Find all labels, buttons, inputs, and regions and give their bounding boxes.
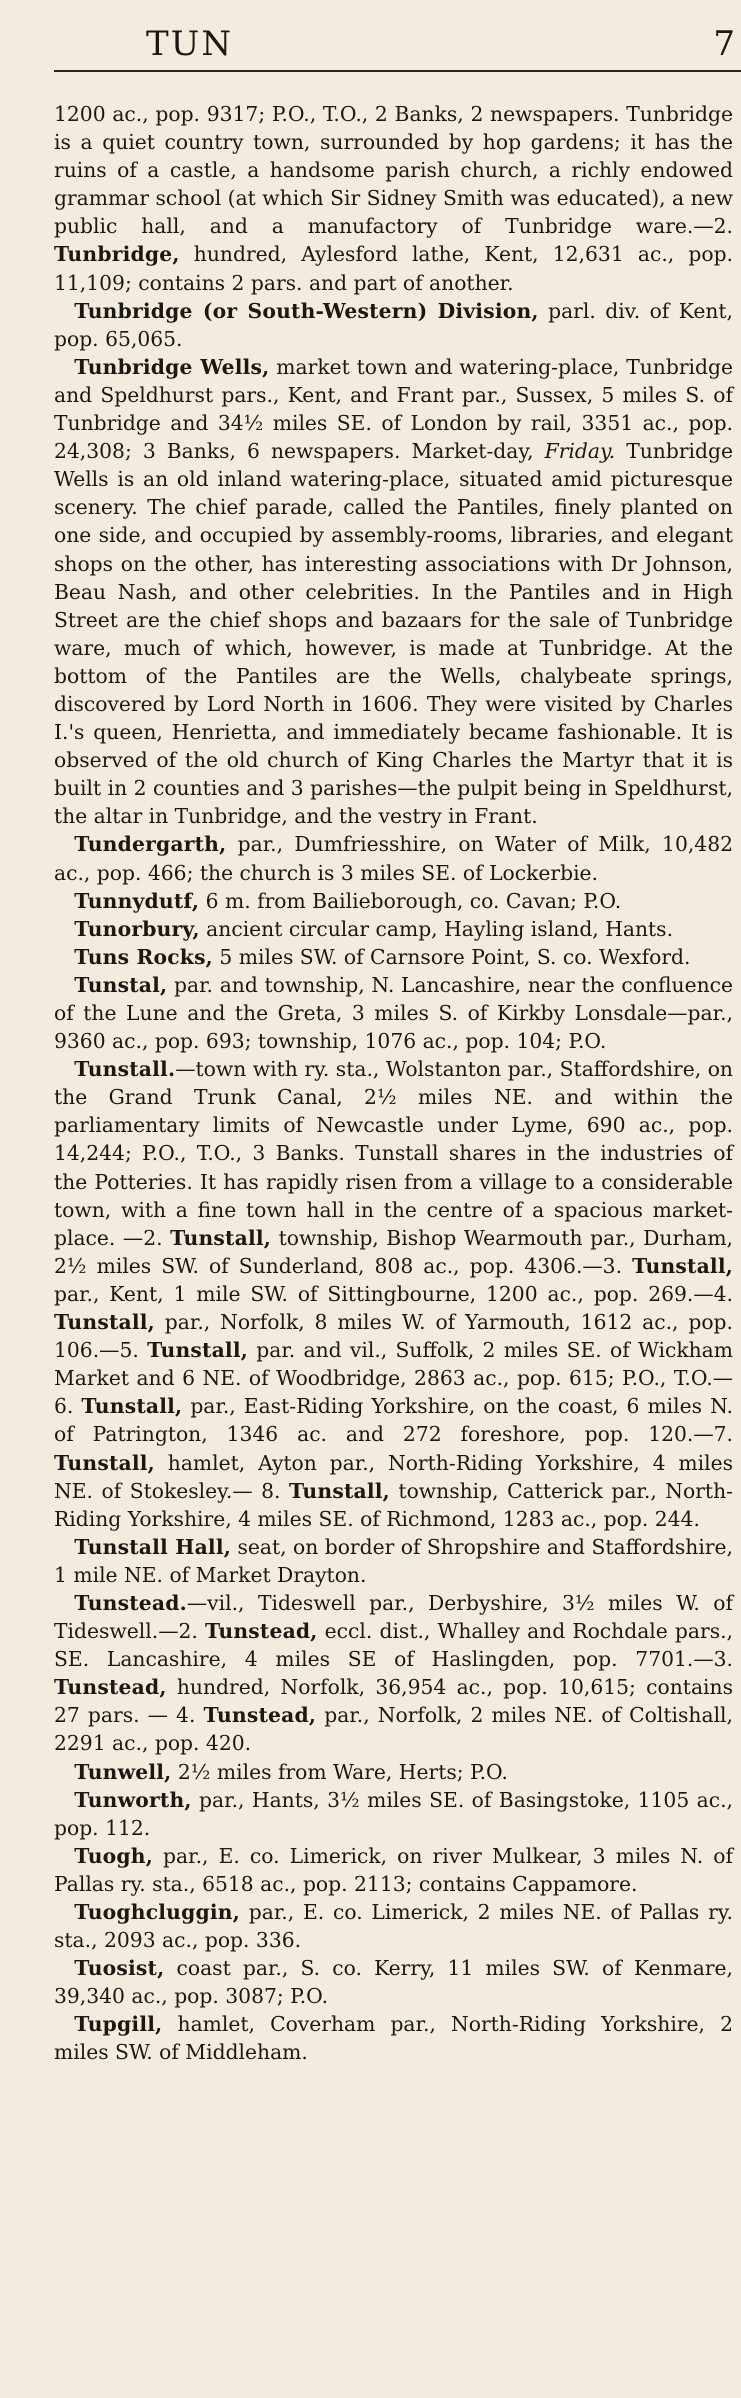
- page-header: [54, 0, 733, 72]
- entry-tundergarth: Tundergarth, par., Dumfriesshire, on Water of Milk, 10,482 ac., pop. 466; the church is 3 miles SE. of Lockerbie.: [54, 832, 733, 885]
- headword: Tunbridge,: [54, 242, 180, 267]
- entry-tunstall-hall: Tunstall Hall, seat, on border of Shropshire and Staffordshire, 1 mile NE. of Market Drayton.: [54, 1534, 733, 1587]
- headword: Tuoghcluggin,: [74, 1900, 240, 1924]
- page-number: 7: [713, 24, 735, 64]
- headword: Tuns Rocks,: [74, 944, 213, 969]
- headword: Tunbridge (or South-Western) Division,: [74, 298, 539, 323]
- running-head: TUN: [146, 24, 234, 64]
- entry-tuns-rocks: Tuns Rocks, 5 miles SW. of Carnsore Point, S. co. Wexford.: [74, 944, 691, 969]
- entry-tupgill: Tupgill, hamlet, Coverham par., North-Riding Yorkshire, 2 miles SW. of Middleham.: [54, 2012, 733, 2065]
- entry-tunbridge-division: Tunbridge (or South-Western) Division, parl. div. of Kent, pop. 65,065.: [54, 298, 733, 351]
- headword: Tunstal,: [74, 972, 168, 997]
- entry-tunbridge-continued: 1200 ac., pop. 9317; P.O., T.O., 2 Banks, 2 newspapers. Tunbridge is a quiet country town, surrounded by hop gardens; it has the ruins of a castle, a handsome parish church, a richly endowed grammar school (at which Sir Sidney Smith was educated), a new public hall, and a manufactory of Tunbridge ware.—2. Tunbridge, hundred, Aylesford lathe, Kent, 12,631 ac., pop. 11,109; contains 2 pars. and part of another.: [54, 102, 733, 295]
- headword: Tunstall,: [54, 1310, 155, 1335]
- entry-tunnydutf: Tunnydutf, 6 m. from Bailieborough, co. Cavan; P.O.: [74, 888, 622, 913]
- headword: Tunstead.: [74, 1590, 187, 1615]
- headword: Tunstall,: [170, 1225, 272, 1250]
- headword: Tundergarth,: [74, 832, 227, 857]
- headword: Tuosist,: [74, 1956, 165, 1981]
- entry-tunorbury: Tunorbury, ancient circular camp, Hayling island, Hants.: [74, 916, 674, 941]
- entry-tunstall: Tunstall.—town with ry. sta., Wolstanton par., Staffordshire, on the Grand Trunk Canal, 2½ miles NE. and within the parliamentary limits of Newcastle under Lyme, 690 ac., pop. 14,244; P.O., T.O., 3 Banks. Tunstall shares in the industries of the Potteries. It has rapidly risen from a village to a considerable town, with a fine town hall in the centre of a spacious market-place. —2. Tunstall, township, Bishop Wearmouth par., Durham, 2½ miles SW. of Sunderland, 808 ac., pop. 4306.—3. Tunstall, par., Kent, 1 mile SW. of Sittingbourne, 1200 ac., pop. 269.—4. Tunstall, par., Norfolk, 8 miles W. of Yarmouth, 1612 ac., pop. 106.—5. Tunstall, par. and vil., Suffolk, 2 miles SE. of Wickham Market and 6 NE. of Woodbridge, 2863 ac., pop. 615; P.O., T.O.—6. Tunstall, par., East-Riding Yorkshire, on the coast, 6 miles N. of Patrington, 1346 ac. and 272 foreshore, pop. 120.—7. Tunstall, hamlet, Ayton par., North-Riding Yorkshire, 4 miles NE. of Stokesley.— 8. Tunstall, township, Catterick par., North-Riding Yorkshire, 4 miles SE. of Richmond, 1283 ac., pop. 244.: [54, 1057, 733, 1531]
- headword: Tunwell,: [74, 1759, 172, 1784]
- headword: Tunbridge Wells,: [74, 354, 270, 379]
- headword: Tuogh,: [74, 1843, 153, 1868]
- entry-tuogh: Tuogh, par., E. co. Limerick, on river Mulkear, 3 miles N. of Pallas ry. sta., 6518 ac., pop. 2113; contains Cappamore.: [54, 1843, 733, 1896]
- market-day: Friday.: [544, 439, 616, 464]
- entry-tunstead: Tunstead.—vil., Tideswell par., Derbyshire, 3½ miles W. of Tideswell.—2. Tunstead, eccl. dist., Whalley and Rochdale pars., SE. Lancashire, 4 miles SE of Haslingden, pop. 7701.—3. Tunstead, hundred, Norfolk, 36,954 ac., pop. 10,615; contains 27 pars. — 4. Tunstead, par., Norfolk, 2 miles NE. of Coltishall, 2291 ac., pop. 420.: [54, 1590, 733, 1756]
- headword: Tunstall,: [147, 1338, 248, 1363]
- entry-tuoghcluggin: Tuoghcluggin, par., E. co. Limerick, 2 miles NE. of Pallas ry. sta., 2093 ac., pop. 336.: [54, 1900, 733, 1953]
- headword: Tupgill,: [74, 2012, 163, 2037]
- headword: Tunstead,: [54, 1675, 167, 1700]
- headword: Tunstall,: [81, 1394, 183, 1419]
- entry-tuosist: Tuosist, coast par., S. co. Kerry, 11 miles SW. of Kenmare, 39,340 ac., pop. 3087; P.O.: [54, 1956, 733, 2009]
- entries-column: [54, 100, 733, 2067]
- header-rule: [54, 70, 741, 72]
- headword: Tunnydutf,: [74, 888, 200, 913]
- headword: Tunstall.: [74, 1057, 176, 1082]
- headword: Tunstall,: [289, 1478, 390, 1503]
- headword: Tunstead,: [203, 1703, 317, 1728]
- entry-tunworth: Tunworth, par., Hants, 3½ miles SE. of Basingstoke, 1105 ac., pop. 112.: [54, 1787, 733, 1840]
- headword: Tunorbury,: [74, 916, 200, 941]
- headword: Tunstall,: [632, 1253, 733, 1278]
- entry-tunstal: Tunstal, par. and township, N. Lancashire, near the confluence of the Lune and the Greta, 3 miles S. of Kirkby Lonsdale—par., 9360 ac., pop. 693; township, 1076 ac., pop. 104; P.O.: [54, 972, 733, 1054]
- headword: Tunstall,: [54, 1450, 155, 1475]
- entry-tunbridge-wells: Tunbridge Wells, market town and watering-place, Tunbridge and Speldhurst pars., Kent, and Frant par., Sussex, 5 miles S. of Tunbridge and 34½ miles SE. of London by rail, 3351 ac., pop. 24,308; 3 Banks, 6 newspapers. Market-day, Friday. Tunbridge Wells is an old inland watering-place, situated amid picturesque scenery. The chief parade, called the Pantiles, finely planted on one side, and occupied by assembly-rooms, libraries, and elegant shops on the other, has interesting associations with Dr Johnson, Beau Nash, and other celebrities. In the Pantiles and in High Street are the chief shops and bazaars for the sale of Tunbridge ware, much of which, however, is made at Tunbridge. At the bottom of the Pantiles are the Wells, chalybeate springs, discovered by Lord North in 1606. They were visited by Charles I.'s queen, Henrietta, and immediately became fashionable. It is observed of the old church of King Charles the Martyr that it is built in 2 counties and 3 parishes—the pulpit being in Speldhurst, the altar in Tunbridge, and the vestry in Frant.: [54, 354, 733, 829]
- headword: Tunstead,: [204, 1619, 318, 1644]
- headword: Tunstall Hall,: [74, 1534, 231, 1559]
- headword: Tunworth,: [74, 1787, 192, 1812]
- entry-tunwell: Tunwell, 2½ miles from Ware, Herts; P.O.: [74, 1759, 508, 1784]
